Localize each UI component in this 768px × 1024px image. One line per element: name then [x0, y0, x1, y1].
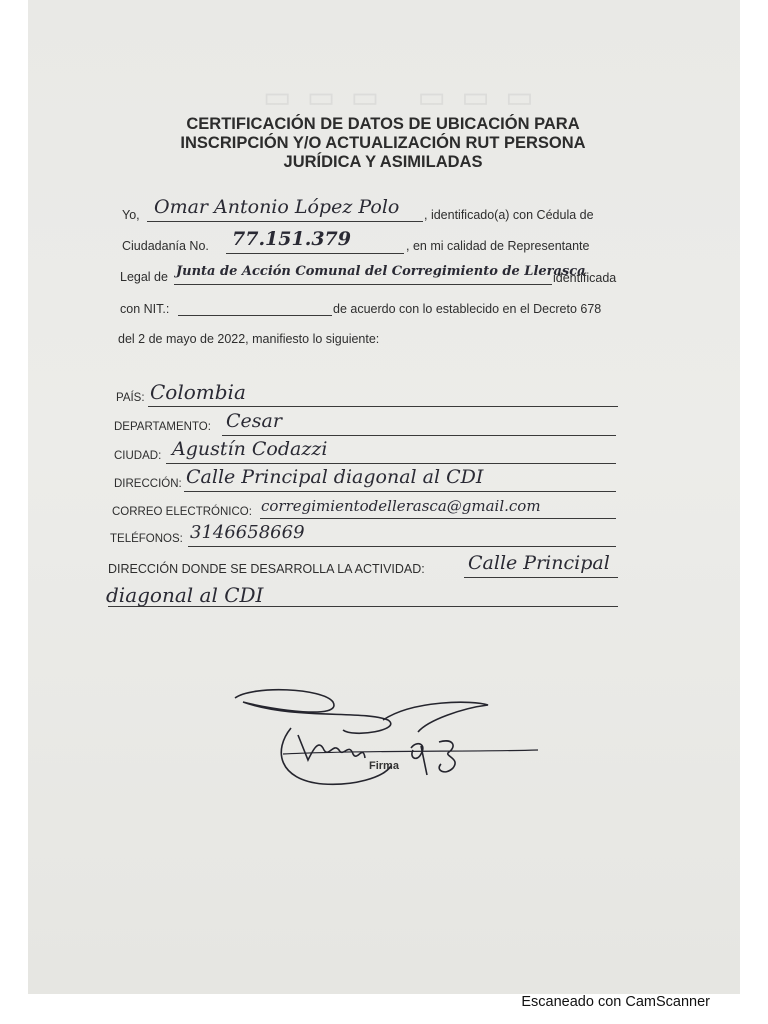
departamento-label: DEPARTAMENTO: [114, 421, 211, 433]
actividad-underline-2 [108, 606, 618, 607]
identified-suffix: identificada [553, 271, 617, 285]
correo-value: corregimientodellerasca@gmail.com [261, 497, 541, 515]
departamento-underline [222, 435, 616, 436]
organization-underline [174, 284, 552, 285]
telefonos-label: TELÉFONOS: [110, 533, 183, 545]
document-page [28, 0, 740, 994]
legal-label: Legal de [120, 270, 168, 284]
identified-text: , identificado(a) con Cédula de [424, 208, 594, 222]
scanner-watermark: Escaneado con CamScanner [521, 994, 710, 1010]
document-title [148, 115, 618, 172]
actividad-value-line1: Calle Principal [468, 552, 610, 574]
cedula-underline [226, 253, 404, 254]
pais-underline [148, 406, 618, 407]
pais-label: PAÍS: [116, 392, 145, 404]
ciudad-value: Agustín Codazzi [172, 438, 328, 460]
telefonos-value: 3146658669 [190, 522, 305, 543]
decree-text: de acuerdo con lo establecido en el Decreto 678 [333, 302, 602, 316]
title-line-1: CERTIFICACIÓN DE DATOS DE UBICACIÓN PARA [186, 115, 580, 133]
decree-date-text: del 2 de mayo de 2022, manifiesto lo siguiente: [118, 332, 380, 346]
departamento-value: Cesar [226, 410, 282, 432]
correo-underline [260, 518, 616, 519]
signature-label: Firma [369, 760, 399, 772]
direccion-value: Calle Principal diagonal al CDI [186, 466, 484, 488]
nit-underline [178, 315, 332, 316]
ciudad-label: CIUDAD: [114, 450, 162, 462]
title-line-2: INSCRIPCIÓN Y/O ACTUALIZACIÓN RUT PERSONA [180, 134, 586, 152]
representative-text: , en mi calidad de Representante [406, 239, 590, 253]
correo-label: CORREO ELECTRÓNICO: [112, 506, 252, 518]
actividad-value-line2: diagonal al CDI [106, 583, 264, 607]
nit-label: con NIT.: [120, 302, 170, 316]
title-line-3: JURÍDICA Y ASIMILADAS [283, 153, 483, 171]
name-underline [147, 221, 423, 222]
actividad-underline-1 [464, 577, 618, 578]
actividad-label: DIRECCIÓN DONDE SE DESARROLLA LA ACTIVIDAD: [108, 562, 425, 576]
direccion-label: DIRECCIÓN: [114, 478, 182, 490]
direccion-underline [184, 491, 616, 492]
cedula-number: 77.151.379 [232, 228, 351, 250]
yo-label: Yo, [122, 208, 140, 222]
pais-value: Colombia [150, 380, 246, 404]
telefonos-underline [188, 546, 616, 547]
organization-name: Junta de Acción Comunal del Corregimiento de Llerasca [176, 264, 586, 279]
bleed-through-mark: ▭ ▭ ▭ ▭ ▭ ▭ [263, 81, 538, 114]
signature-mark [213, 680, 543, 800]
representative-name: Omar Antonio López Polo [154, 196, 400, 218]
ciudad-underline [166, 463, 616, 464]
cedula-label: Ciudadanía No. [122, 239, 209, 253]
